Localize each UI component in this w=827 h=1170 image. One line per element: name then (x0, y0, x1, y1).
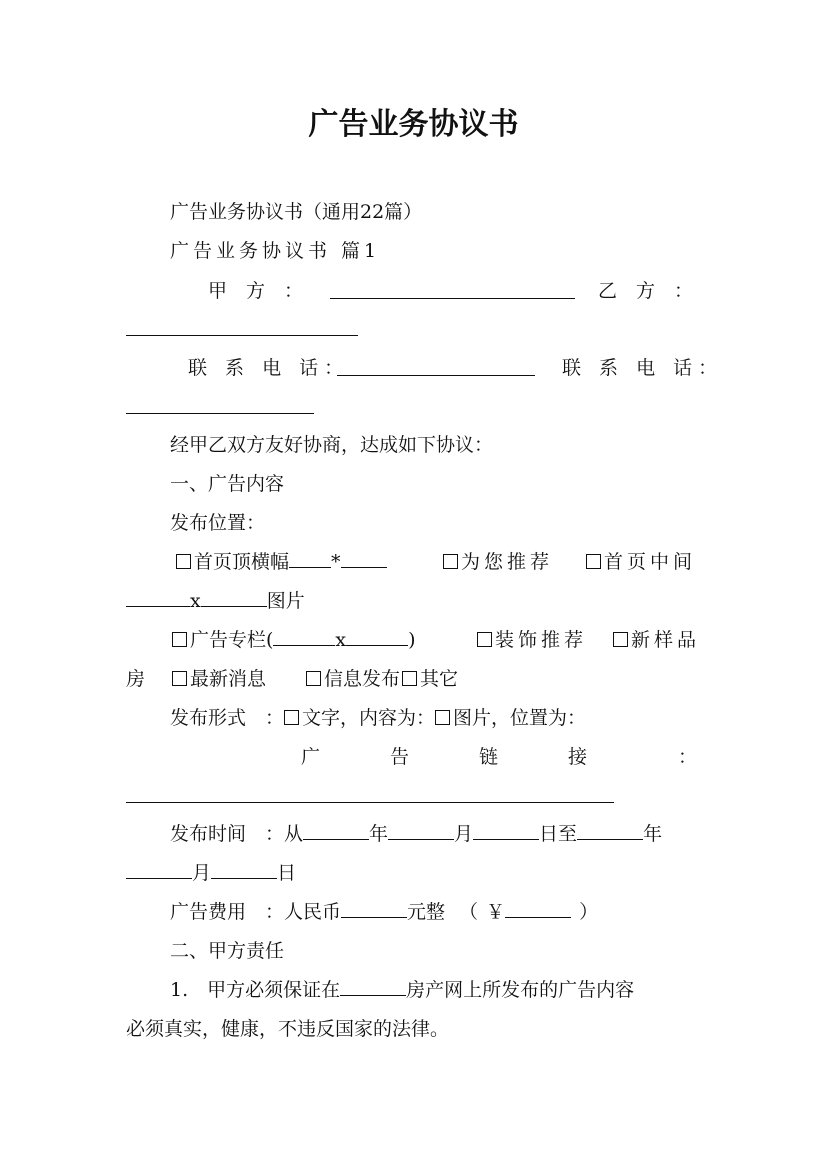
document-title: 广告业务协议书 (308, 107, 519, 142)
time-year2-label: 年 (643, 823, 663, 845)
link-blank (126, 802, 614, 803)
link-char-3: 链 (479, 746, 499, 768)
banner-height-blank (341, 550, 387, 568)
clause-1-end: 房产网上所发布的广告内容 (406, 979, 635, 1001)
decor-label: 装饰推荐 (495, 629, 588, 651)
fee-unit: 元整 (407, 901, 446, 923)
contact-a-blank (337, 375, 535, 376)
party-a-label: 甲 方 ： (208, 280, 304, 302)
news-checkbox[interactable] (172, 671, 187, 686)
fee-open: （ (459, 901, 479, 923)
end-year-blank (577, 822, 643, 840)
middle-checkbox[interactable] (586, 554, 601, 569)
section-one-heading: 一、广告内容 (170, 473, 285, 495)
link-char-2: 告 (390, 746, 410, 768)
fee-close: ） (579, 901, 599, 923)
time-month2-label: 月 (192, 862, 212, 884)
time-row-2 (126, 861, 827, 885)
link-char-4: 接 (568, 746, 588, 768)
fee-yen-blank (505, 900, 571, 918)
other-checkbox[interactable] (402, 671, 417, 686)
news-label: 最新消息 (190, 668, 267, 690)
fee-amount-blank (341, 900, 407, 918)
agreement-intro: 经甲乙双方友好协商，达成如下协议： (170, 434, 494, 456)
time-row (170, 822, 827, 846)
start-day-blank (473, 822, 539, 840)
start-month-blank (388, 822, 454, 840)
sample-room-label: 新样品 (631, 629, 701, 651)
decor-checkbox[interactable] (477, 632, 492, 647)
column-label: 广告专栏( (190, 629, 274, 651)
size-times: x (190, 590, 201, 612)
recommend-label: 为您推荐 (461, 551, 554, 573)
contact-b-label: 联 系 电 话： (562, 357, 724, 379)
banner-label: 首页顶横幅 (194, 551, 290, 573)
fee-row (170, 900, 827, 924)
form-text-checkbox[interactable] (284, 710, 299, 725)
clause-1-line-2: 必须真实，健康，不违反国家的法律。 (126, 1018, 450, 1040)
party-a-blank (330, 298, 575, 299)
form-row (170, 706, 827, 730)
time-month-label: 月 (454, 823, 474, 845)
sample-room-option (613, 628, 827, 652)
clause-1-start: 1. 甲方必须保证在 (170, 979, 341, 1001)
middle-option (586, 550, 827, 574)
info-label: 信息发布 (324, 668, 401, 690)
banner-checkbox[interactable] (176, 554, 191, 569)
fee-yen: ￥ (486, 901, 506, 923)
size-picture-label: 图片 (266, 590, 305, 612)
column-checkbox[interactable] (172, 632, 187, 647)
clause-1-blank (340, 978, 406, 996)
column-times: x (335, 629, 347, 651)
other-label: 其它 (420, 668, 459, 690)
party-b-label: 乙 方 ： (598, 280, 694, 302)
sample-room-checkbox[interactable] (613, 632, 628, 647)
time-day2-label: 日 (277, 862, 297, 884)
time-year-label: 年 (369, 823, 389, 845)
contact-b-blank (126, 413, 314, 414)
section-heading: 广告业务协议书 篇1 (170, 240, 381, 262)
banner-width-blank (289, 550, 331, 568)
info-checkbox[interactable] (306, 671, 321, 686)
form-pic-label: 图片，位置为： (453, 707, 587, 729)
time-day-to-label: 日至 (539, 823, 578, 845)
position-label: 发布位置： (170, 512, 266, 534)
column-height-blank (346, 628, 408, 646)
size-height-blank (201, 589, 267, 607)
time-label: 发布时间 ：从 (170, 823, 304, 845)
form-text-label: 文字，内容为： (302, 707, 436, 729)
fee-label: 广告费用 ：人民币 (170, 901, 342, 923)
section-two-heading: 二、甲方责任 (170, 940, 285, 962)
column-close: ) (408, 629, 416, 651)
contact-a-label: 联 系 电 话： (188, 357, 350, 379)
form-pic-checkbox[interactable] (435, 710, 450, 725)
middle-label: 首页中间 (604, 551, 697, 573)
banner-times: * (331, 551, 341, 573)
end-month-blank (126, 861, 192, 879)
info-option (306, 667, 827, 691)
link-char-1: 广 (301, 746, 321, 768)
sample-room-cont: 房 (126, 668, 146, 690)
end-day-blank (211, 861, 277, 879)
column-width-blank (273, 628, 335, 646)
size-row (126, 589, 827, 613)
clause-1-line-1 (170, 978, 827, 1002)
size-width-blank (126, 589, 190, 607)
recommend-checkbox[interactable] (443, 554, 458, 569)
document-subtitle: 广告业务协议书（通用22篇） (170, 201, 423, 223)
party-b-blank (126, 335, 358, 336)
link-colon: ： (678, 746, 698, 768)
start-year-blank (303, 822, 369, 840)
form-label: 发布形式 ： (170, 707, 285, 729)
